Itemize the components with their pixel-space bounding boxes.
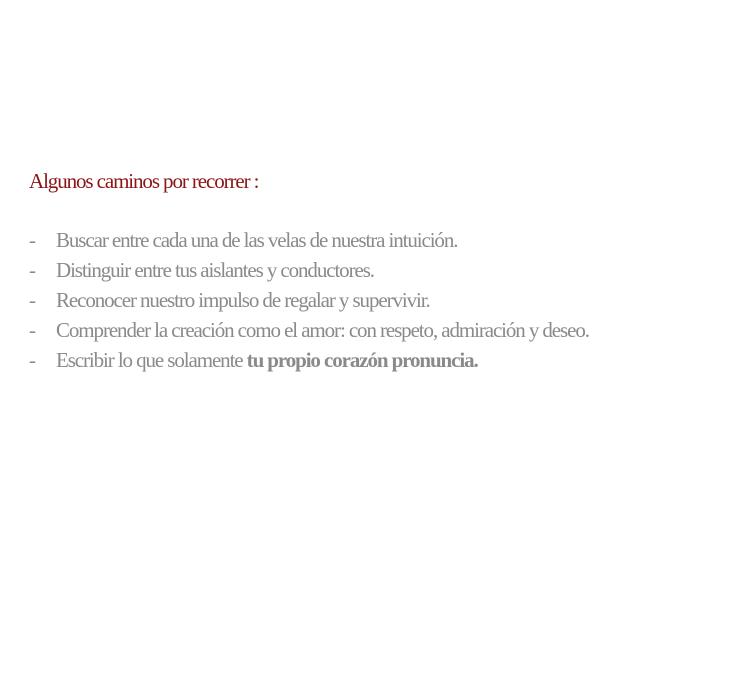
list-item xyxy=(29,255,729,285)
list-item xyxy=(29,345,729,375)
content-block xyxy=(29,166,729,375)
list-item-text xyxy=(56,345,478,375)
bullet-dash: - xyxy=(29,258,35,282)
section-heading: Algunos caminos por recorrer : xyxy=(29,169,259,193)
bullet-dash: - xyxy=(29,228,35,252)
list-item-text: Buscar entre cada una de las velas de nuestra intuición. xyxy=(56,228,458,252)
list-item-text: Distinguir entre tus aislantes y conductores. xyxy=(56,258,374,282)
emphasized-text: tu propio corazón pronuncia. xyxy=(246,348,478,372)
list-item-text: Comprender la creación como el amor: con respeto, admiración y deseo. xyxy=(56,318,589,342)
paths-list xyxy=(29,225,729,375)
list-item xyxy=(29,225,729,255)
bullet-dash: - xyxy=(29,318,35,342)
list-item xyxy=(29,285,729,315)
list-item-text: Reconocer nuestro impulso de regalar y supervivir. xyxy=(56,288,430,312)
bullet-dash: - xyxy=(29,288,35,312)
list-item xyxy=(29,315,729,345)
bullet-dash: - xyxy=(29,348,35,372)
list-item-text-plain: Escribir lo que solamente xyxy=(56,348,247,372)
